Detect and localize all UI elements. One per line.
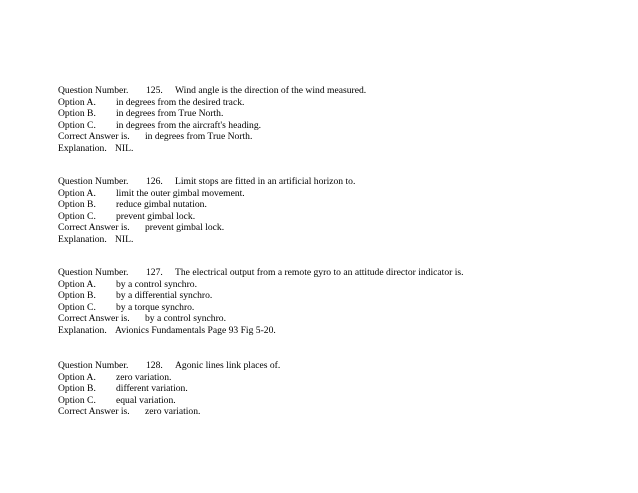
question-number-label: Question Number.: [58, 176, 129, 187]
option-c-label: Option C.: [58, 394, 96, 406]
option-a-label: Option A.: [58, 96, 96, 108]
explanation-label: Explanation.: [58, 324, 107, 336]
option-a-text: by a control synchro.: [116, 278, 197, 290]
correct-answer-line: [58, 313, 628, 325]
option-b-text: reduce gimbal nutation.: [116, 199, 207, 211]
option-b-line: [58, 199, 628, 211]
question-line: [58, 267, 628, 279]
option-a-line: [58, 372, 628, 384]
option-c-line: [58, 120, 628, 132]
option-a-label: Option A.: [58, 278, 96, 290]
question-line: [58, 85, 628, 97]
question-text: Wind angle is the direction of the wind measured.: [175, 85, 367, 96]
option-c-label: Option C.: [58, 210, 96, 222]
option-c-text: prevent gimbal lock.: [116, 210, 196, 222]
correct-answer-line: [58, 222, 628, 234]
question-text: Agonic lines link places of.: [175, 360, 281, 371]
explanation-line: [58, 234, 628, 246]
option-b-line: [58, 383, 628, 395]
option-b-text: by a differential synchro.: [116, 290, 213, 302]
option-b-label: Option B.: [58, 383, 96, 395]
option-c-line: [58, 302, 628, 314]
correct-answer-line: [58, 406, 628, 418]
explanation-line: [58, 325, 628, 337]
option-c-text: by a torque synchro.: [116, 301, 195, 313]
question-block-127: [58, 267, 628, 337]
option-b-line: [58, 108, 628, 120]
question-block-125: [58, 85, 628, 155]
question-number-label: Question Number.: [58, 360, 129, 371]
question-number-label: Question Number.: [58, 267, 129, 278]
explanation-text: NIL.: [115, 142, 134, 154]
question-block-128: [58, 360, 628, 418]
question-number-label: Question Number.: [58, 85, 129, 96]
option-b-label: Option B.: [58, 199, 96, 211]
option-a-line: [58, 188, 628, 200]
option-c-line: [58, 211, 628, 223]
option-a-label: Option A.: [58, 371, 96, 383]
option-c-label: Option C.: [58, 119, 96, 131]
question-line: [58, 176, 628, 188]
explanation-line: [58, 143, 628, 155]
option-a-label: Option A.: [58, 187, 96, 199]
explanation-label: Explanation.: [58, 142, 107, 154]
explanation-text: NIL.: [115, 233, 134, 245]
option-a-text: limit the outer gimbal movement.: [116, 187, 245, 199]
correct-answer-line: [58, 131, 628, 143]
correct-answer-text: in degrees from True North.: [145, 131, 253, 143]
option-a-line: [58, 97, 628, 109]
option-c-text: in degrees from the aircraft's heading.: [116, 119, 262, 131]
correct-answer-label: Correct Answer is.: [58, 131, 130, 143]
question-block-126: [58, 176, 628, 246]
correct-answer-text: by a control synchro.: [145, 313, 226, 325]
option-a-line: [58, 279, 628, 291]
option-b-line: [58, 290, 628, 302]
explanation-label: Explanation.: [58, 233, 107, 245]
option-c-text: equal variation.: [116, 394, 176, 406]
option-a-text: zero variation.: [116, 371, 172, 383]
correct-answer-label: Correct Answer is.: [58, 313, 130, 325]
option-b-text: different variation.: [116, 383, 188, 395]
question-number: 128.: [146, 360, 163, 371]
explanation-text: Avionics Fundamentals Page 93 Fig 5-20.: [115, 324, 276, 336]
correct-answer-text: prevent gimbal lock.: [145, 222, 225, 234]
option-c-label: Option C.: [58, 301, 96, 313]
option-b-label: Option B.: [58, 108, 96, 120]
correct-answer-label: Correct Answer is.: [58, 406, 130, 418]
question-line: [58, 360, 628, 372]
question-text: Limit stops are fitted in an artificial horizon to.: [175, 176, 356, 187]
question-number: 126.: [146, 176, 163, 187]
question-text: The electrical output from a remote gyro to an attitude director indicator is.: [175, 267, 464, 278]
option-b-text: in degrees from True North.: [116, 108, 224, 120]
question-number: 127.: [146, 267, 163, 278]
option-a-text: in degrees from the desired track.: [116, 96, 245, 108]
question-number: 125.: [146, 85, 163, 96]
correct-answer-text: zero variation.: [145, 406, 201, 418]
correct-answer-label: Correct Answer is.: [58, 222, 130, 234]
option-c-line: [58, 395, 628, 407]
option-b-label: Option B.: [58, 290, 96, 302]
